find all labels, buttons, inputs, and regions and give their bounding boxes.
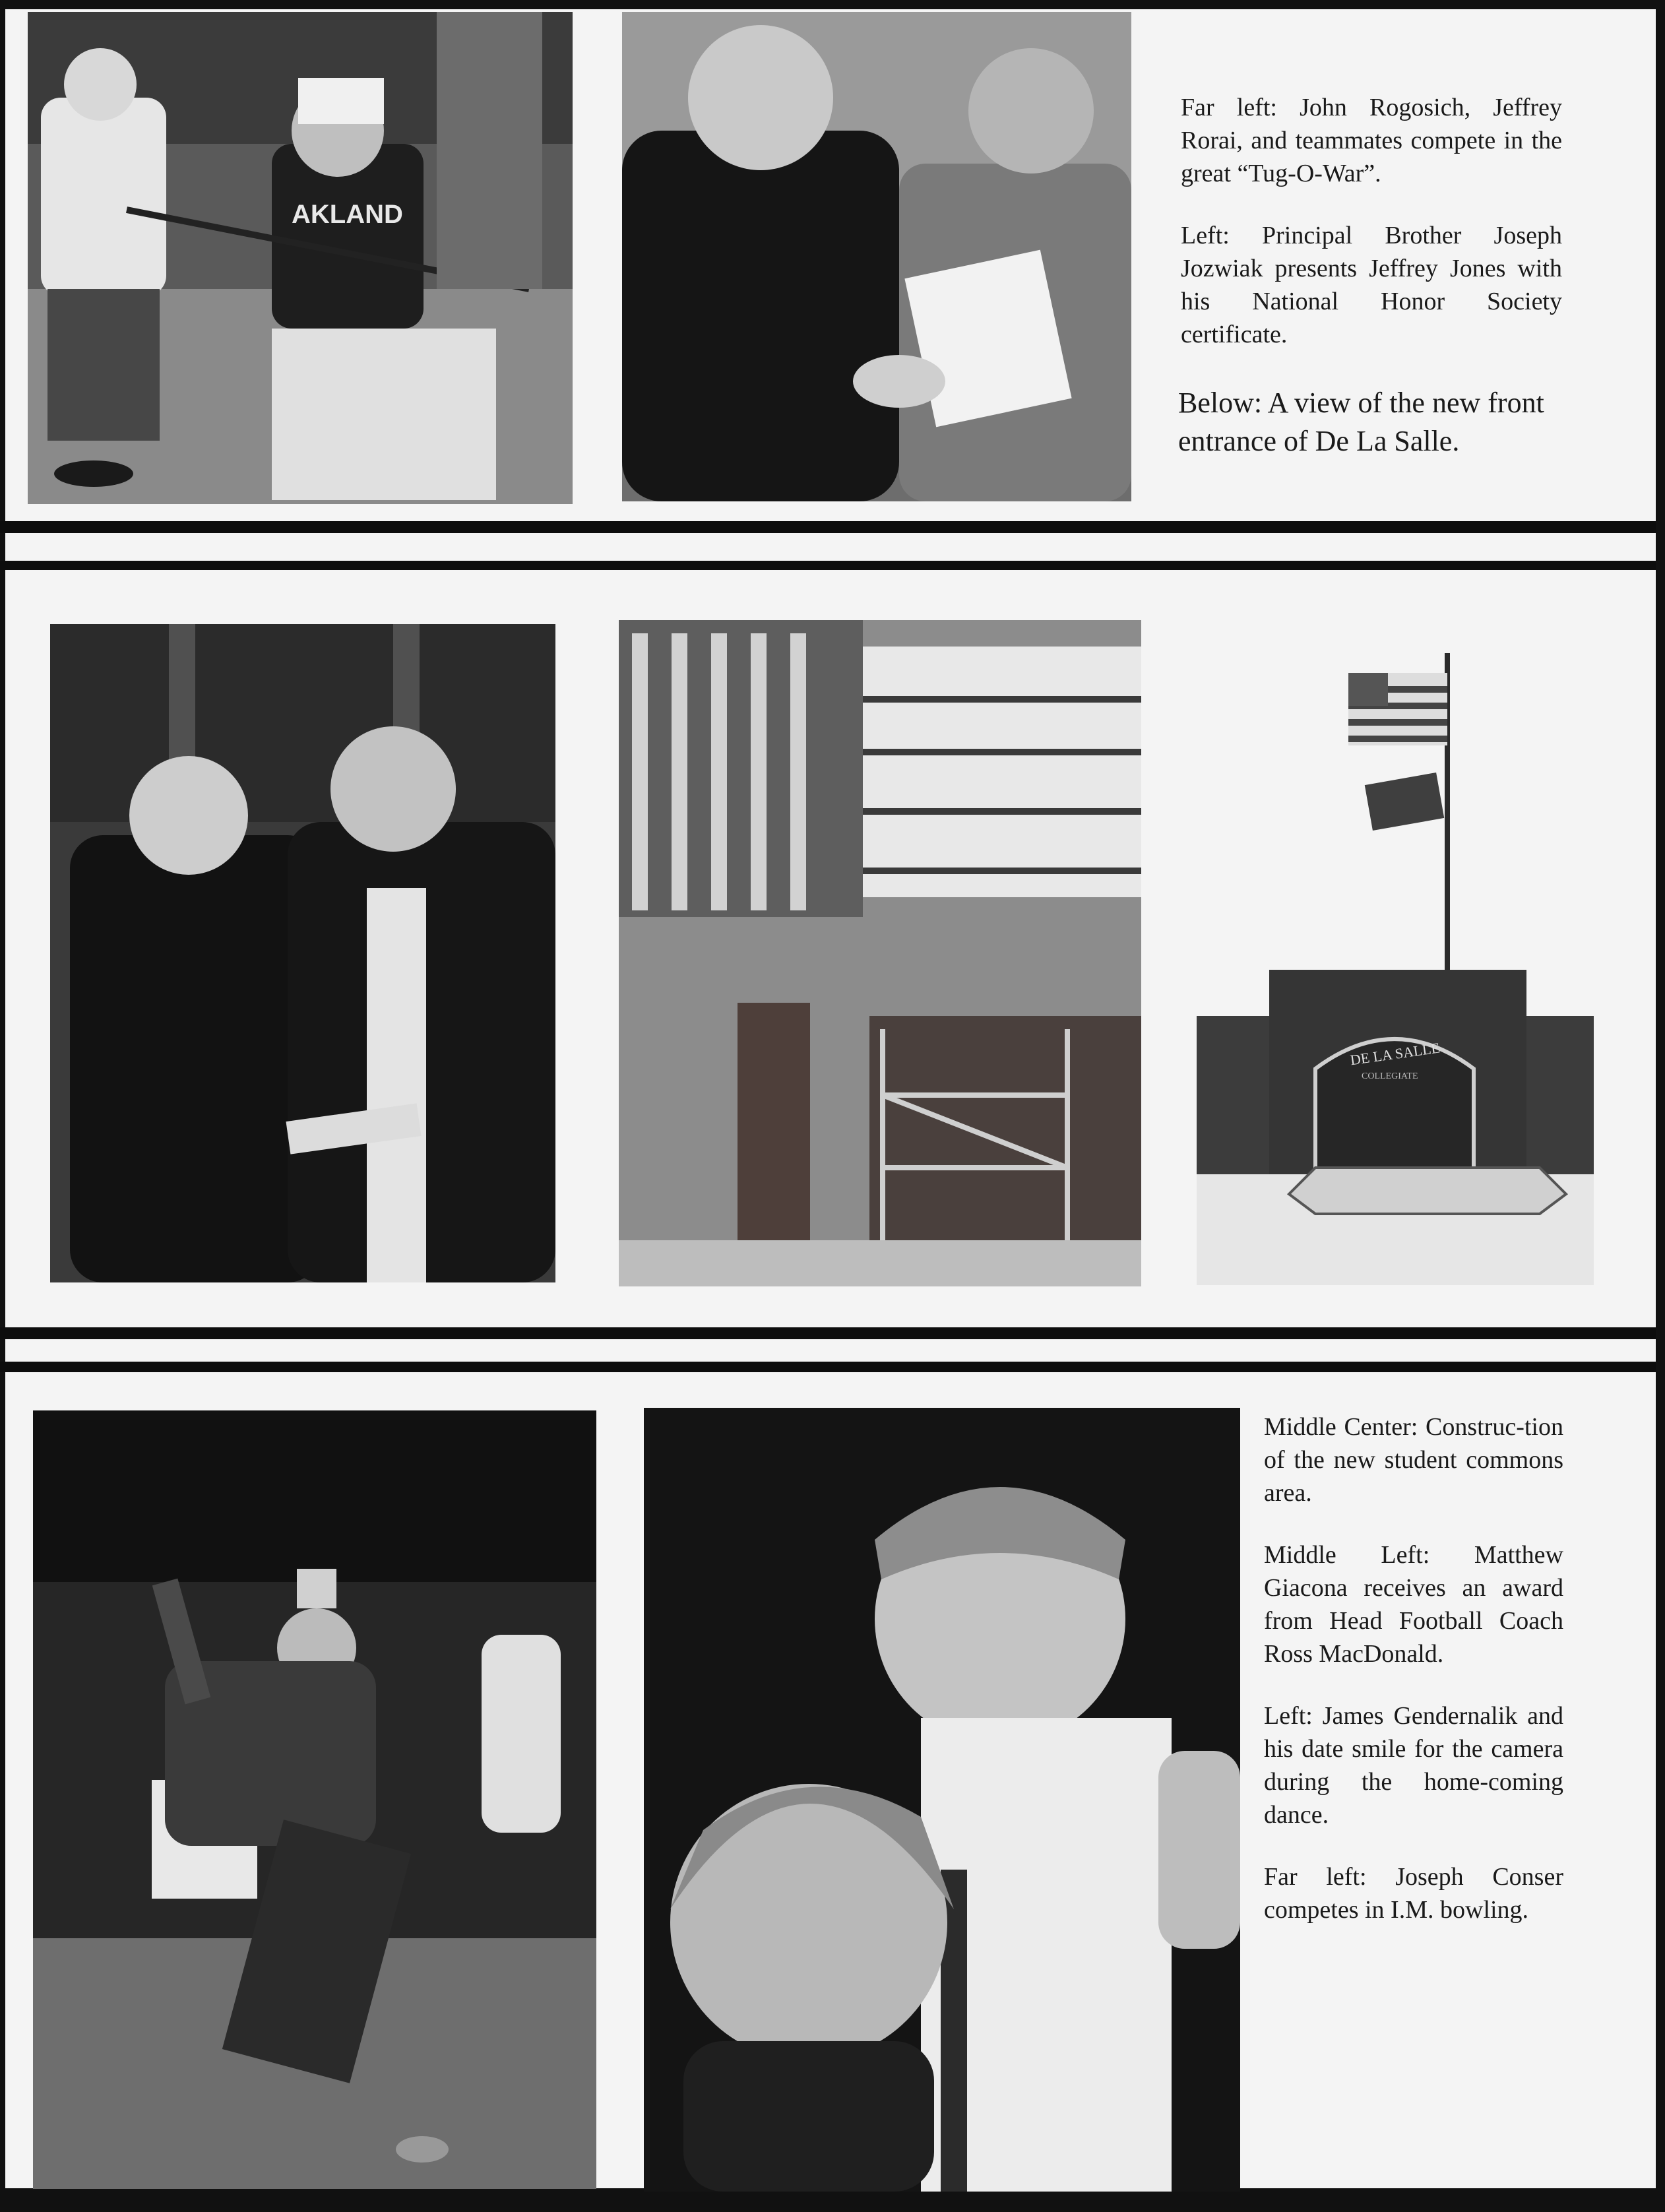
- page-border-left: [0, 0, 5, 2212]
- caption-bowling: Far left: Joseph Conser competes in I.M. bowling.: [1264, 1863, 1563, 1924]
- caption-construction: Middle Center: Construc-tion of the new student commons area.: [1264, 1413, 1563, 1507]
- shirt-lettering: AKLAND: [292, 200, 403, 229]
- page-border-bottom: [0, 2188, 1665, 2212]
- caption-tug-of-war: Far left: John Rogosich, Jeffrey Rorai, and teammates compete in the great “Tug-O-War”.: [1181, 94, 1562, 187]
- page-border-top: [0, 0, 1665, 9]
- page-border-right: [1656, 0, 1665, 2212]
- photo-football-award: [50, 624, 555, 1282]
- photo-commons-construction: [619, 620, 1141, 1286]
- caption-honor-society: Left: Principal Brother Joseph Jozwiak presents Jeffrey Jones with his National Honor Society certificate.: [1181, 222, 1562, 348]
- divider-rule: [0, 1362, 1656, 1372]
- divider-rule: [0, 521, 1656, 533]
- caption-homecoming: Left: James Gendernalik and his date smile for the camera during the home-coming dance.: [1264, 1702, 1563, 1829]
- photo-honor-society: [622, 12, 1131, 501]
- entrance-sign-sub: COLLEGIATE: [1362, 1071, 1418, 1081]
- photo-tug-of-war: [28, 12, 573, 504]
- divider-rule: [0, 561, 1656, 570]
- photo-homecoming: [644, 1408, 1240, 2192]
- caption-block-top: [1181, 91, 1562, 380]
- divider-rule: [0, 1327, 1656, 1339]
- photo-front-entrance: [1197, 647, 1594, 1285]
- caption-block-bottom: [1264, 1410, 1563, 1955]
- caption-football-award: Middle Left: Matthew Giacona receives an award from Head Football Coach Ross MacDonald.: [1264, 1541, 1563, 1668]
- entrance-sign: DE LA SALLE: [1349, 1039, 1441, 1069]
- photo-bowling: [33, 1410, 596, 2189]
- caption-entrance: Below: A view of the new front entrance of De La Salle.: [1178, 387, 1544, 457]
